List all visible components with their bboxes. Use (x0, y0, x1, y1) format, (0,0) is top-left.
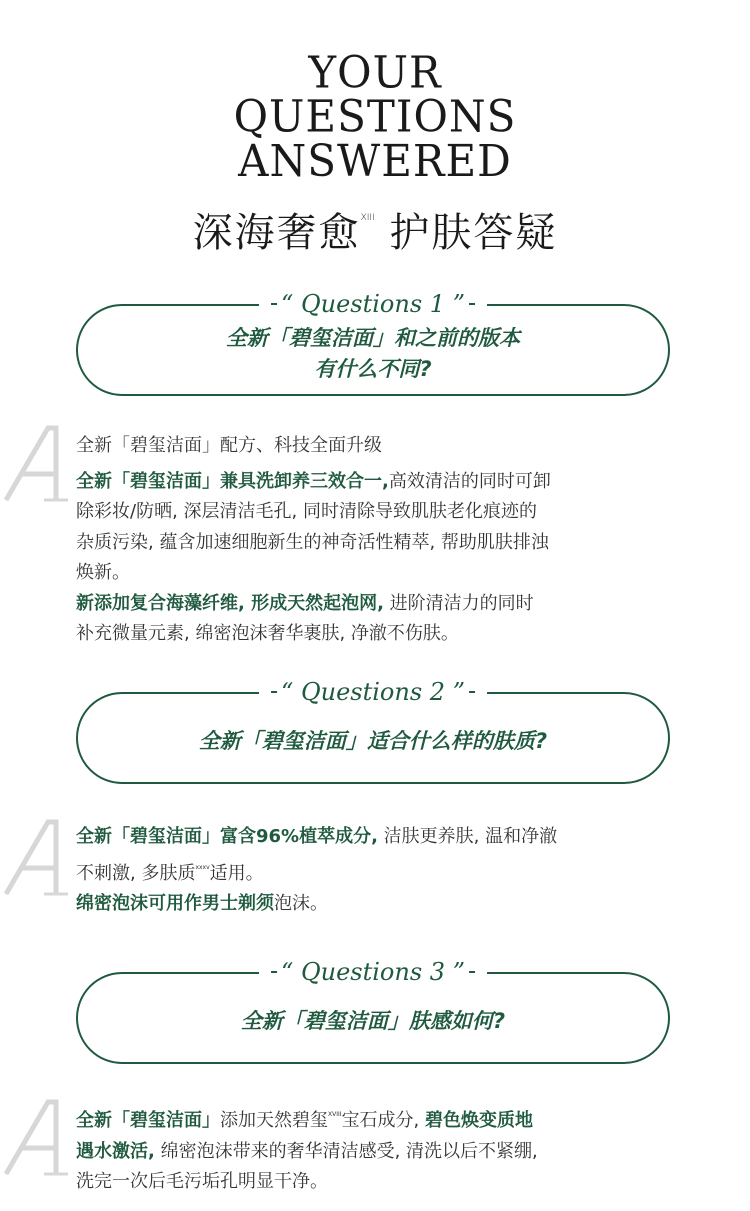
title-cn-main: 深海奢愈 (192, 210, 361, 256)
question-3-text: 全新「碧玺洁面」肤感如何? (240, 1009, 506, 1033)
letter-a-watermark-icon (4, 424, 72, 504)
question-3-box (76, 958, 670, 1064)
question-1-box (76, 290, 670, 396)
question-3-label: “ Questions 3 ” (259, 957, 487, 987)
answer-1: 全新「碧玺洁面」配方、科技全面升级 全新「碧玺洁面」兼具洗卸养三效合一,高效清洁的同时可卸 除彩妆/防晒, 深层清洁毛孔, 同时清除导致肌肤老化痕迹的 杂质污染, 蕴含加速细胞新生的神奇活性精萃, 帮助肌肤排浊 焕新。 新添加复合海藻纤维, 形成天然起泡网, 进阶清洁力的同时 补充微量元素, 绵密泡沫奢华裹肤, 净澈不伤肤。 (76, 431, 716, 650)
question-1-text: 全新「碧玺洁面」和之前的版本 有什么不同? (226, 326, 520, 381)
page-title-chinese (0, 194, 750, 257)
question-2-text: 全新「碧玺洁面」适合什么样的肤质? (198, 729, 548, 753)
answer-1-intro: 全新「碧玺洁面」配方、科技全面升级 (76, 435, 382, 456)
title-cn-superscript: XIII (360, 213, 375, 223)
page-title-english (0, 46, 750, 187)
title-cn-sub: 护肤答疑 (374, 210, 558, 256)
title-line-2: QUESTIONS (233, 90, 517, 143)
title-line-1: YOUR (308, 46, 442, 99)
letter-a-watermark-icon (4, 1098, 72, 1178)
letter-a-watermark-icon (4, 818, 72, 898)
answer-3: 全新「碧玺洁面」添加天然碧玺$^{XVIII}$宝石成分, 碧色焕变质地 遇水激活, 绵密泡沫带来的奢华清洁感受, 清洗以后不紧绷, 洗完一次后毛污垢孔明显干净。 (76, 1110, 538, 1192)
answer-2: 全新「碧玺洁面」富含96%植萃成分, 洁肤更养肤, 温和净澈 不刺激, 多肤质$^{xxxv}$适用。 绵密泡沫可用作男士剃须泡沫。 (76, 826, 558, 914)
question-2-box (76, 678, 670, 784)
question-2-label: “ Questions 2 ” (259, 677, 487, 707)
title-line-3: ANSWERED (238, 134, 512, 187)
question-1-label: “ Questions 1 ” (259, 289, 487, 319)
